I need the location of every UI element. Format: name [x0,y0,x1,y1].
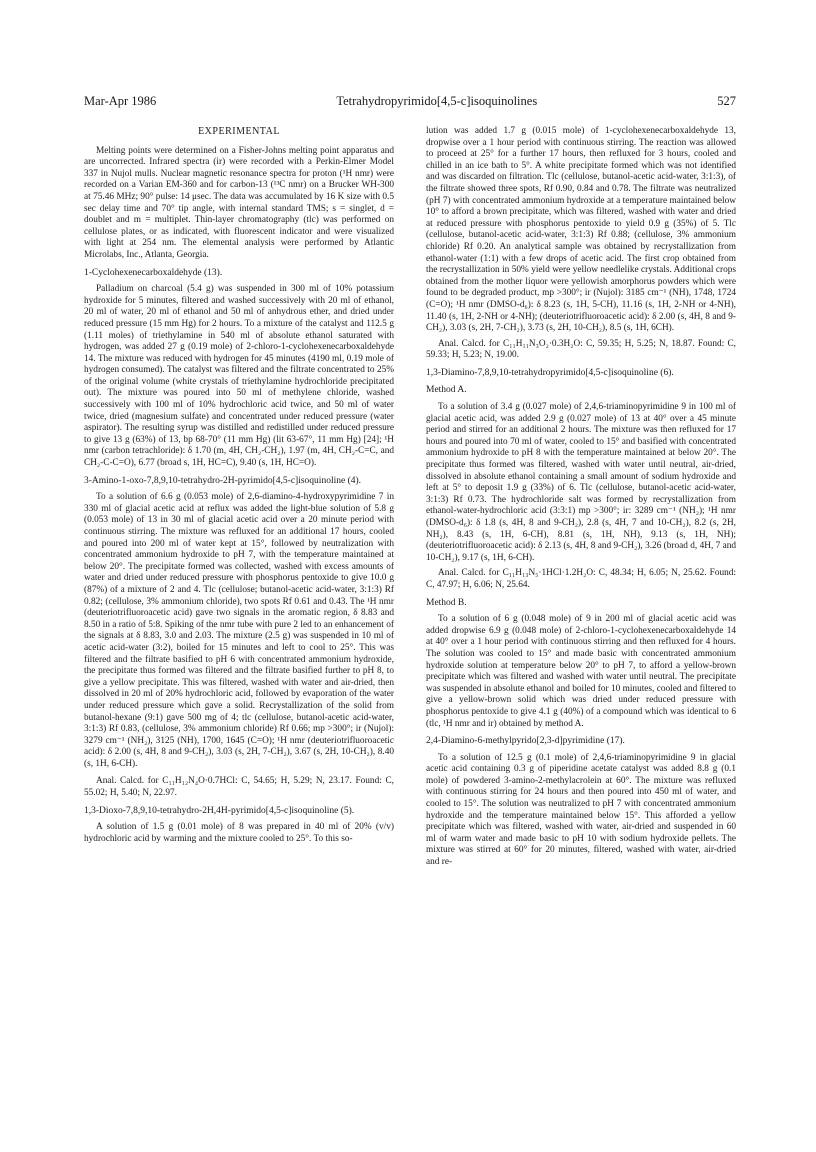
section-heading-experimental: EXPERIMENTAL [198,126,280,137]
paragraph-methods: Melting points were determined on a Fisher-Johns melting point apparatus and are uncorrected. Infrared spectra (ir) were recorded with a Perkin-Elmer Model 337 in Nujol mulls. Nuclear magnetic resonance spectra for proton (¹H nmr) were recorded on a Varian EM-360 and for carbon-13 (¹³C nmr) on a Brucker WH-300 at 75.46 MHz; 90° pulse: 14 μsec. The data was accumulated by 16 K size with 0.5 sec delay time and 70° tip angle, with internal standard TMS; s = singlet, d = doublet and m = multiplet. Thin-layer chromatography (tlc) was performed on cellulose plates, or as indicated, with fluorescent indicator and were visualized with light at 254 nm. The elemental analysis were performed by Atlantic Microlabs, Inc., Atlanta, Georgia. [84,145,394,260]
compound-heading-4: 3-Amino-1-oxo-7,8,9,10-tetrahydro-2H-pyrimido[4,5-c]isoquinoline (4). [84,475,362,486]
paragraph-method-a: To a solution of 3.4 g (0.027 mole) of 2,4,6-triaminopyrimidine 9 in 100 ml of glacial acetic acid, was added 2.9 g (0.027 mole) of 13 at 40° over a 45 minute period and stirred for an additional 2 hours. The mixture was then refluxed for 17 hours and poured into 70 ml of water, cooled to 15° and basified with concentrated ammonium hydroxide to pH 8 with the temperature maintained at below 20°. The precipitate thus formed was filtered, washed with water until neutral, air-dried, dissolved in absolute ethanol containing a small amount of sodium hydroxide and left at 5° to deposit 1.9 g (33%) of 6. Tlc (cellulose, butanol-acetic acid-water, 3:1:3) Rf 0.73. The hydrochloride salt was formed by recrystallization from ethanol-water-hydrochloric acid (3:3:1) mp >300°; ir: 3289 cm⁻¹ (NH₂); ¹H nmr (DMSO-d₆): δ 1.8 (s, 4H, 8 and 9-CH₂), 2.8 (s, 4H, 7 and 10-CH₂), 8.2 (s, 2H, NH₂), 8.43 (s, 1H, 6-CH), 8.81 (s, 1H, NH), 9.13 (s, 1H, NH); (deuteriotrifluoroacetic acid): δ 2.13 (s, 4H, 8 and 9-CH₂), 3.26 (broad d, 4H, 7 and 10-CH₂), 9.17 (s, 1H, 6-CH). [426,402,736,563]
compound-heading-5: 1,3-Dioxo-7,8,9,10-tetrahydro-2H,4H-pyrimido[4,5-c]isoquinoline (5). [84,805,355,816]
analysis-compound-4: Anal. Calcd. for C₁₁H₁₂N₄O·0.7HCl: C, 54.65; H, 5.29; N, 23.17. Found: C, 55.02; H, 5.40; N, 22.97. [84,776,394,799]
right-column [426,126,736,873]
issue-date: Mar-Apr 1986 [84,94,157,108]
paragraph-compound-13: Palladium on charcoal (5.4 g) was suspended in 300 ml of 10% potassium hydroxide for 5 minutes, filtered and washed successively with 20 ml of ethanol, 20 ml of water, 20 ml of ethanol and 50 ml of anhydrous ether, and dried under reduced pressure (15 mm Hg) for 2 hours. To a mixture of the catalyst and 112.5 g (1.11 moles) of triethylamine in 540 ml of absolute ethanol saturated with hydrogen, was added 27 g (0.19 mole) of 2-chloro-1-cyclohexenecarboxaldehyde 14. The mixture was reduced with hydrogen for 45 minutes (4190 ml, 0.19 mole of hydrogen consumed). The catalyst was filtered and the filtrate concentrated to 25% of the original volume (white crystals of triethylamine hydrochloride precipitated out). The mixture was poured into 50 ml of methylene chloride, washed successively with 100 ml of 10% hydrochloric acid twice, and 50 ml of water twice, dried (magnesium sulfate) and concentrated under reduced pressure (water aspirator). The resulting syrup was distilled and redistilled under reduced pressure to give 13 g (63%) of 13, bp 68-70° (11 mm Hg) (lit 63-67°, 11 mm Hg) [24]; ¹H nmr (carbon tetrachloride): δ 1.70 (m, 4H, CH₂-CH₂), 1.97 (m, 4H, CH₂-C=C, and CH₂-C-C=O), 6.77 (broad s, 1H, HC=C), 9.40 (s, 1H, HC=O). [84,284,394,469]
paragraph-compound-4: To a solution of 6.6 g (0.053 mole) of 2,6-diamino-4-hydroxypyrimidine 7 in 330 ml of glacial acetic acid at reflux was added the light-blue solution of 5.8 g (0.053 mole) of 13 in 30 ml of glacial acetic acid over a 20 minute period with continuous stirring. The mixture was refluxed for an additional 17 hours, cooled and poured into 200 ml of water kept at 15°, followed by neutralization with concentrated ammonium hydroxide to pH 7, with the temperature maintained at below 20°. The precipitate formed was collected, washed with excess amounts of water and dried under reduced pressure with phosphorus pentoxide to give 10.0 g (87%) of a mixture of 2 and 4. Tlc (cellulose; butanol-acetic acid-water, 3:1:3) Rf 0.82; (cellulose, 3% ammonium chloride), two spots Rf 0.61 and 0.43. The ¹H nmr (deuteriotrifluoroacetic acid) gave two signals in the aromatic region, δ 8.83 and 8.50 in a ratio of 5:8. Spiking of the nmr tube with pure 2 led to an enhancement of the signals at δ 8.83, 3.0 and 2.03. The mixture (2.5 g) was suspended in 10 ml of acetic acid-water (3:2), boiled for 15 minutes and left to cool to 25°. This was filtered and the filtrate basified to pH 6 with concentrated ammonium hydroxide, the precipitate thus formed was filtered and the filtrate basified further to pH 8, to give a yellow precipitate. This was filtered, washed with water and air-dried, then dissolved in 20 ml of 20% hydrochloric acid, followed by evaporation of the water under reduced pressure which gave a solid. Recrystallization of the solid from butanol-hexane (9:1) gave 500 mg of 4; tlc (cellulose, butanol-acetic acid-water, 3:1:3) Rf 0.83, (cellulose, 3% ammonium chloride) Rf 0.66; mp >300°; ir (Nujol): 3279 cm⁻¹ (NH₂), 3125 (NH), 1700, 1645 (C=O); ¹H nmr (deuteriotrifluoroacetic acid): δ 2.00 (s, 4H, 8 and 9-CH₂), 3.03 (s, 2H, 7-CH₂), 3.67 (s, 2H, 10-CH₂), 8.40 (s, 1H, 6-CH). [84,492,394,769]
paragraph-compound-5-start: A solution of 1.5 g (0.01 mole) of 8 was prepared in 40 ml of 20% (v/v) hydrochloric acid by warming and the mixture cooled to 25°. To this so- [84,822,394,844]
method-a-heading: Method A. [426,385,467,396]
analysis-compound-5: Anal. Calcd. for C₁₁H₁₁N₃O₂·0.3H₂O: C, 59.35; H, 5.25; N, 18.87. Found: C, 59.33; H, 5.23; N, 19.00. [426,338,736,361]
running-header [84,94,736,109]
compound-heading-17: 2,4-Diamino-6-methylpyrido[2,3-d]pyrimidine (17). [426,736,625,747]
analysis-compound-6: Anal. Calcd. for C₁₁H₁₃N₅·1HCl·1.2H₂O: C, 48.34; H, 6.05; N, 25.62. Found: C, 47.97; H, 6.06; N, 25.64. [426,568,736,590]
page-number: 527 [717,94,736,108]
left-column [84,126,394,849]
method-b-heading: Method B. [426,597,467,608]
paragraph-method-b: To a solution of 6 g (0.048 mole) of 9 in 200 ml of glacial acetic acid was added dropwise 6.9 g (0.048 mole) of 2-chloro-1-cyclohexenecarboxaldehyde 14 at 40° over a 1 hour period with continuous stirring and then refluxed for 4 hours. The solution was cooled to 15° and made basic with concentrated ammonium hydroxide solution at temperature below 20° to pH 7, to afford a yellow-brown precipitate which was filtered and washed with water until neutral. The precipitate was suspended in absolute ethanol and boiled for 10 minutes, cooled and filtered to give a yellow-brown solid which was dried under reduced pressure with phosphorus pentoxide to give 4.1 g (40%) of a compound which was identical to 6 (tlc, ¹H nmr and ir) obtained by method A. [426,614,736,729]
compound-heading-13: 1-Cyclohexenecarboxaldehyde (13). [84,267,223,278]
running-title: Tetrahydropyrimido[4,5-c]isoquinolines [336,94,538,108]
paragraph-compound-17: To a solution of 12.5 g (0.1 mole) of 2,4,6-triaminopyrimidine 9 in glacial acetic acid containing 0.3 g of piperidine acetate catalyst was added 8.8 g (0.1 mole) of powdered 3-amino-2-methylacrolein at 60°. The mixture was refluxed with continuous stirring for 24 hours and then poured into 450 ml of water, and cooled to 15°. The solution was neutralized to pH 7 with concentrated ammonium hydroxide and the temperature maintained below 15°. This afforded a yellow precipitate which was filtered, washed with water, air-dried and suspended in 60 ml of warm water and made basic to pH 10 with sodium hydroxide pellets. The mixture was stirred at 60° for 20 minutes, filtered, washed with water, air-dried and re- [426,752,736,868]
paragraph-compound-5-cont: lution was added 1.7 g (0.015 mole) of 1-cyclohexenecarboxaldehyde 13, dropwise over a 1 hour period with continuous stirring. The reaction was allowed to proceed at 25° for a further 17 hours, then refluxed for 3 hours, cooled and chilled in an ice bath to 5°. A white precipitate formed which was not identified and was discarded on filtration. Tlc (cellulose, butanol-acetic acid-water, 3:1:3), of the filtrate showed three spots, Rf 0.90, 0.84 and 0.78. The filtrate was neutralized (pH 7) with concentrated ammonium hydroxide at a temperature maintained below 10° to afford a brown precipitate, which was filtered, washed with water and dried at reduced pressure with phosphorus pentoxide to yield 0.9 g (35%) of 5. Tlc (cellulose, butanol-acetic acid-water, 3:1:3) Rf 0.88; (cellulose, 3% ammonium chloride) Rf 0.20. An analytical sample was obtained by recrystallization from ethanol-water (1:1) with a few drops of acetic acid. The first crop obtained from the recrystallization in 50% yield were yellow needlelike crystals. Additional crops obtained from the mother liquor were yellowish amorphorus powders which were found to be degraded product, mp >300°; ir (Nujol): 3185 cm⁻¹ (NH), 1748, 1724 (C=O); ¹H nmr (DMSO-d₆): δ 8.23 (s, 1H, 5-CH), 11.16 (s, 1H, 2-NH or 4-NH), 11.40 (s, 1H, 2-NH or 4-NH); (deuteriotrifluoroacetic acid): δ 2.00 (s, 4H, 8 and 9-CH₂), 3.03 (s, 2H, 7-CH₂), 3.73 (s, 2H, 10-CH₂), 8.5 (s, 1H, 6CH). [426,126,736,334]
compound-heading-6: 1,3-Diamino-7,8,9,10-tetrahydropyrimido[4,5-c]isoquinoline (6). [426,367,674,378]
